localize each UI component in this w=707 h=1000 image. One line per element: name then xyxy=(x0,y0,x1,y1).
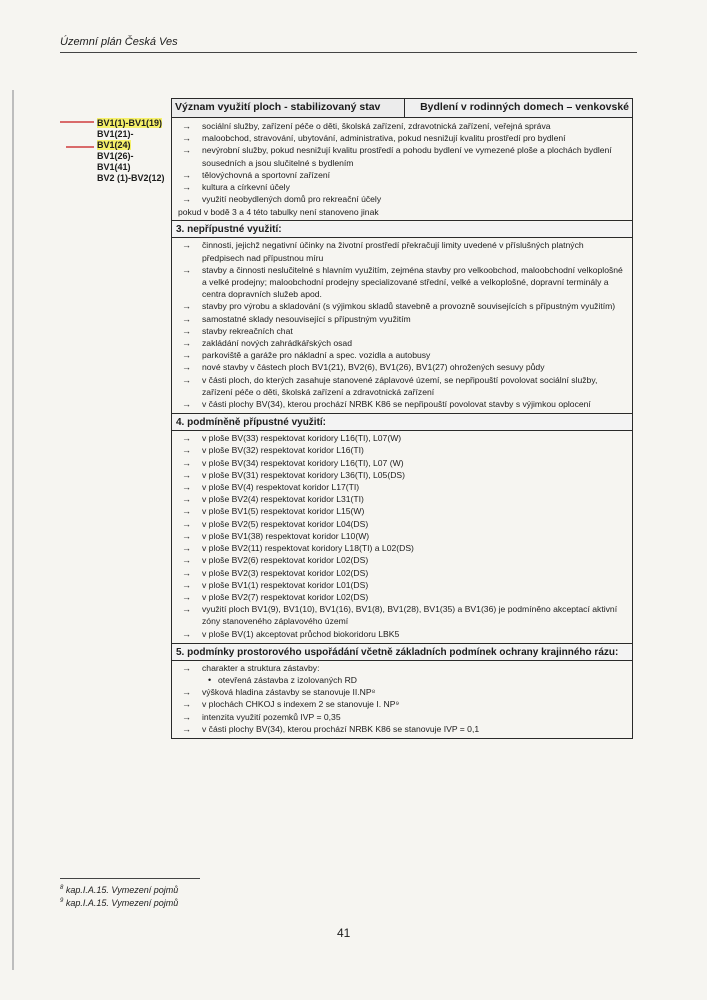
list-item xyxy=(178,518,628,530)
list-item-text: v ploše BV(32) respektovat koridor L16(TI) xyxy=(202,445,364,456)
list-item-text: výšková hladina zástavby se stanovuje II.NP⁸ xyxy=(202,687,376,698)
arrow-icon: → xyxy=(182,604,191,615)
list-item xyxy=(178,603,628,627)
arrow-icon: → xyxy=(182,313,191,324)
plot-code-label: BV1(41) xyxy=(97,162,131,172)
section-item-list xyxy=(172,238,632,411)
list-item-text: v ploše BV(34) respektovat koridory L16(TI), L07 (W) xyxy=(202,457,404,468)
list-item-text: v ploše BV1(5) respektovat koridor L15(W) xyxy=(202,506,365,517)
arrow-icon: → xyxy=(182,362,191,373)
scan-edge-line xyxy=(12,90,14,970)
plot-code-label: BV1(26)- xyxy=(97,151,134,161)
footnote-rule xyxy=(60,878,200,879)
list-item xyxy=(178,349,628,361)
arrow-icon: → xyxy=(182,240,191,251)
list-item-text: v ploše BV2(4) respektovat koridor L31(TI) xyxy=(202,494,364,505)
arrow-icon: → xyxy=(182,518,191,529)
list-item xyxy=(178,579,628,591)
list-item-text: využití ploch BV1(9), BV1(10), BV1(16), BV1(8), BV1(28), BV1(35) a BV1(36) je podmíněno akceptací aktivní zóny stanoveného záplavového území xyxy=(202,604,618,627)
arrow-icon: → xyxy=(182,530,191,541)
arrow-icon: → xyxy=(182,723,191,734)
list-item-text: v části plochy BV(34), kterou prochází NRBK K86 se stanovuje IVP = 0,1 xyxy=(202,723,480,734)
arrow-icon: → xyxy=(182,699,191,710)
plot-code-label: BV1(21)- xyxy=(97,129,134,139)
arrow-icon: → xyxy=(182,469,191,480)
list-item xyxy=(178,530,628,542)
arrow-icon: → xyxy=(182,579,191,590)
list-item-text: charakter a struktura zástavby: xyxy=(202,662,320,673)
list-item-text: v ploše BV2(5) respektovat koridor L04(DS) xyxy=(202,518,369,529)
regulation-table xyxy=(171,98,633,739)
plot-code-label: BV1(24) xyxy=(97,140,131,150)
arrow-icon: → xyxy=(182,482,191,493)
arrow-icon: → xyxy=(182,338,191,349)
list-item xyxy=(178,181,628,193)
list-item xyxy=(178,481,628,493)
list-item xyxy=(178,711,628,723)
list-item-text: v ploše BV2(7) respektovat koridor L02(DS) xyxy=(202,591,369,602)
table-header-row xyxy=(172,99,632,118)
arrow-icon: → xyxy=(182,121,191,131)
list-item xyxy=(178,300,628,312)
arrow-icon: → xyxy=(182,350,191,361)
arrow-icon: → xyxy=(182,567,191,578)
arrow-icon: → xyxy=(182,687,191,698)
list-item-text: činnosti, jejichž negativní účinky na životní prostředí překračují limity uvedené v příslušných platných předpisech nad přípustnou míru xyxy=(202,240,584,263)
list-item-text: maloobchod, stravování, ubytování, administrativa, pokud nesnižují kvalitu prostředí pro bydlení xyxy=(202,133,566,144)
annotation-mark xyxy=(66,146,94,148)
list-item-text: kultura a církevní účely xyxy=(202,182,290,193)
section-title: 5. podmínky prostorového uspořádání včetně základních podmínek ochrany krajinného rázu: xyxy=(172,645,632,661)
list-item-text: intenzita využití pozemků IVP = 0,35 xyxy=(202,711,341,722)
arrow-icon: → xyxy=(182,494,191,505)
arrow-icon: → xyxy=(182,325,191,336)
arrow-icon: → xyxy=(182,555,191,566)
list-item xyxy=(178,374,628,398)
list-item xyxy=(178,567,628,579)
list-item xyxy=(178,554,628,566)
list-item xyxy=(178,398,628,410)
arrow-icon: → xyxy=(182,264,191,275)
list-item-text: využití neobydlených domů pro rekreační účely xyxy=(202,194,382,205)
list-item-text: parkoviště a garáže pro nákladní a spec. vozidla a autobusy xyxy=(202,350,431,361)
list-item xyxy=(178,132,628,144)
list-item xyxy=(178,698,628,710)
list-item-text: tělovýchovná a sportovní zařízení xyxy=(202,169,331,180)
list-item-text: samostatné sklady nesouvisející s přípustným využitím xyxy=(202,313,411,324)
list-item xyxy=(178,674,628,686)
list-item-text: v ploše BV(33) respektovat koridory L16(TI), L07(W) xyxy=(202,433,402,444)
arrow-icon: → xyxy=(182,169,191,180)
list-item xyxy=(178,469,628,481)
footnotes xyxy=(60,883,178,909)
page-number: 41 xyxy=(337,926,351,940)
list-item xyxy=(178,264,628,301)
arrow-icon: → xyxy=(182,182,191,193)
list-item-text: v plochách CHKOJ s indexem 2 se stanovuje I. NP⁹ xyxy=(202,699,400,710)
list-item xyxy=(178,591,628,603)
list-item-text: v ploše BV2(3) respektovat koridor L02(DS) xyxy=(202,567,369,578)
section-item-list xyxy=(172,661,632,736)
table-header-right: Bydlení v rodinných domech – venkovské xyxy=(405,99,632,117)
list-item xyxy=(178,505,628,517)
table-section xyxy=(172,644,632,738)
list-item-text: sociální služby, zařízení péče o děti, školská zařízení, zdravotnická zařízení, veřejná správa xyxy=(202,121,551,131)
list-item-text: v části plochy BV(34), kterou prochází NRBK K86 se nepřipouští povolovat stavby s výjimkou oplocení xyxy=(202,399,591,410)
list-item-text: otevřená zástavba z izolovaných RD xyxy=(218,674,358,685)
arrow-icon: → xyxy=(182,591,191,602)
bullet-icon: • xyxy=(208,674,212,685)
section-title: 3. nepřípustné využití: xyxy=(172,222,632,238)
table-section xyxy=(172,118,632,221)
list-item-text: stavby rekreačních chat xyxy=(202,325,293,336)
list-item-text: v ploše BV2(11) respektovat koridory L18(TI) a L02(DS) xyxy=(202,543,414,554)
list-item-text: stavby a činnosti neslučitelné s hlavním využitím, zejména stavby pro velkoobchod, maloobchodní velkoplošné a velké prodejny; maloobchodní prodejny specializované střední, velké a velkoplošné, dopravní terminály a centra dopravních služeb apod. xyxy=(202,264,623,300)
table-header-left: Význam využití ploch - stabilizovaný stav xyxy=(172,99,405,117)
list-item xyxy=(178,686,628,698)
arrow-icon: → xyxy=(182,662,191,673)
section-note: pokud v bodě 3 a 4 této tabulky není stanoveno jinak xyxy=(178,207,379,218)
footnote: $^8$ kap.I.A.15. Vymezení pojmů xyxy=(60,885,179,895)
list-item-text: v ploše BV1(38) respektovat koridor L10(W) xyxy=(202,530,370,541)
arrow-icon: → xyxy=(182,445,191,456)
section-title: 4. podmíněně přípustné využití: xyxy=(172,415,632,431)
list-item xyxy=(178,120,628,132)
arrow-icon: → xyxy=(182,145,191,156)
list-item xyxy=(178,169,628,181)
page-header-title: Územní plán Česká Ves xyxy=(60,36,178,48)
list-item-text: v ploše BV1(1) respektovat koridor L01(DS) xyxy=(202,579,369,590)
annotation-mark xyxy=(60,121,94,123)
list-item xyxy=(178,457,628,469)
plot-code-label: BV1(1)-BV1(19) xyxy=(97,118,163,128)
list-item xyxy=(178,444,628,456)
list-item xyxy=(178,723,628,735)
arrow-icon: → xyxy=(182,543,191,554)
table-section xyxy=(172,221,632,414)
list-item xyxy=(178,361,628,373)
list-item-text: v ploše BV(31) respektovat koridory L36(TI), L05(DS) xyxy=(202,469,405,480)
list-item xyxy=(178,325,628,337)
arrow-icon: → xyxy=(182,433,191,444)
plot-code-label: BV2 (1)-BV2(12) xyxy=(97,173,165,183)
list-item-text: v ploše BV(4) respektovat koridor L17(TI) xyxy=(202,482,360,493)
list-item-text: stavby pro výrobu a skladování (s výjimkou skladů stavebně a provozně souvisejících s přípustným využitím) xyxy=(202,301,616,312)
list-item-text: v ploše BV2(6) respektovat koridor L02(DS) xyxy=(202,555,369,566)
list-item xyxy=(178,313,628,325)
list-item xyxy=(178,193,628,205)
arrow-icon: → xyxy=(182,194,191,205)
list-item xyxy=(178,662,628,674)
list-item xyxy=(178,432,628,444)
plot-code-labels xyxy=(97,118,171,184)
list-item xyxy=(178,628,628,640)
arrow-icon: → xyxy=(182,374,191,385)
list-item xyxy=(178,239,628,263)
arrow-icon: → xyxy=(182,506,191,517)
arrow-icon: → xyxy=(182,628,191,639)
arrow-icon: → xyxy=(182,301,191,312)
list-item xyxy=(178,337,628,349)
footnote: $^9$ kap.I.A.15. Vymezení pojmů xyxy=(60,898,179,908)
list-item-text: zakládání nových zahrádkářských osad xyxy=(202,338,352,349)
arrow-icon: → xyxy=(182,457,191,468)
header-rule xyxy=(60,52,637,53)
list-item-text: v části ploch, do kterých zasahuje stanovené záplavové území, se nepřipouští povolovat sociální služby, zařízení péče o děti, školská zařízení a zdravotnická zařízení xyxy=(202,374,598,397)
section-item-list xyxy=(172,431,632,640)
section-item-list xyxy=(172,119,632,206)
list-item-text: nové stavby v částech ploch BV1(21), BV2(6), BV1(26), BV1(27) ohrožených sesuvy půdy xyxy=(202,362,545,373)
list-item xyxy=(178,144,628,168)
arrow-icon: → xyxy=(182,711,191,722)
list-item xyxy=(178,542,628,554)
list-item-text: nevýrobní služby, pokud nesnižují kvalitu prostředí a pohodu bydlení ve vymezené ploše a plochách bydlení sousedních a jsou slučitelné s bydlením xyxy=(202,145,612,168)
arrow-icon: → xyxy=(182,399,191,410)
list-item xyxy=(178,493,628,505)
list-item-text: v ploše BV(1) akceptovat průchod biokoridoru LBK5 xyxy=(202,628,400,639)
table-section xyxy=(172,414,632,643)
arrow-icon: → xyxy=(182,133,191,144)
